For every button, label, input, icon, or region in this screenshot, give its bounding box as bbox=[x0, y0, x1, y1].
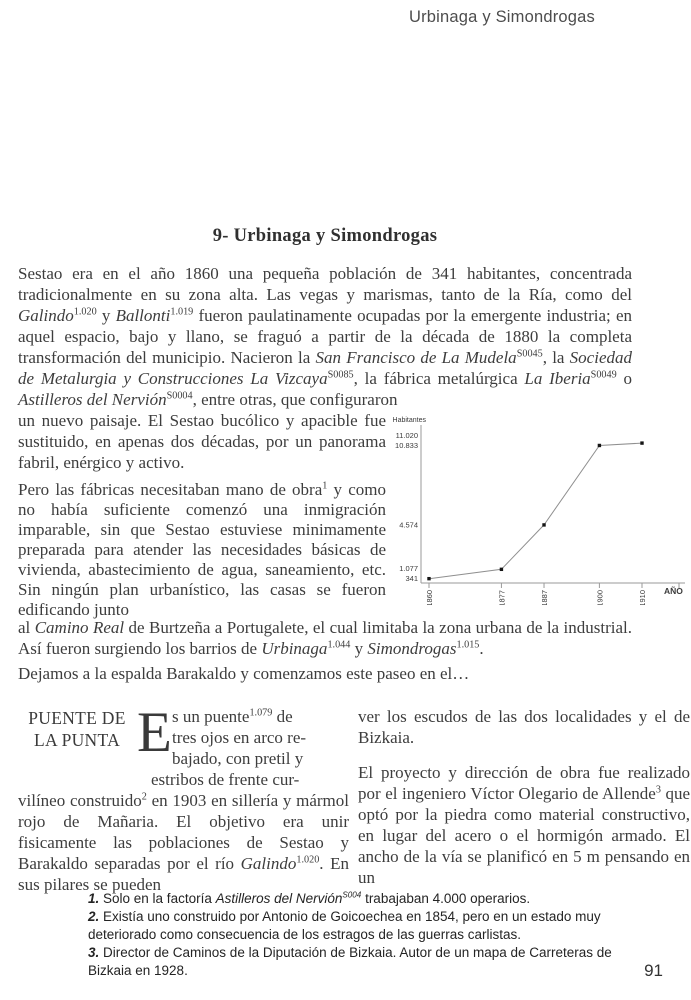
lead-sentence bbox=[18, 663, 632, 684]
population-line bbox=[429, 443, 642, 579]
text-segment: y bbox=[96, 306, 116, 325]
bridge-heading-line1: PUENTE DE bbox=[28, 708, 126, 728]
text-segment: 1.015 bbox=[456, 639, 480, 651]
footnote-2 bbox=[88, 908, 642, 944]
x-axis-title: AÑO bbox=[664, 586, 683, 596]
text-segment: El proyecto y dirección de obra fue realizado por el ingeniero Víctor Olegario de Allende bbox=[358, 763, 690, 803]
x-tick-label: 1910 bbox=[638, 590, 647, 605]
data-point bbox=[640, 441, 643, 444]
text-segment: Galindo bbox=[18, 306, 74, 325]
text-segment: vilíneo construido bbox=[18, 791, 142, 810]
paragraph-2-full bbox=[18, 617, 632, 659]
text-segment: de bbox=[272, 707, 293, 726]
text-segment: Existía uno construido por Antonio de Goicoechea en 1854, pero en un estado muy deteriorado como consecuencia de los estragos de las guerras carlistas. bbox=[88, 909, 601, 942]
text-segment: en 1903 en sillería y mármol rojo de Mañaria. El objetivo era unir fisicamente las poblaciones de Sestao y Barakaldo separadas por el río bbox=[18, 791, 350, 873]
text-segment: estribos de frente cur- bbox=[151, 770, 300, 789]
text-segment: Director de Caminos de la Diputación de Bizkaia. Autor de un mapa de Carreteras de Bizkaia en 1928. bbox=[88, 945, 612, 978]
text-segment: un nuevo paisaje. El Sestao bucólico y apacible fue sustituido, en apenas dos décadas, por un panorama fabril, enérgico y activo. bbox=[18, 411, 386, 472]
x-tick-label: 1860 bbox=[425, 590, 434, 605]
text-segment: s un puente bbox=[172, 707, 250, 726]
text-segment: S0049 bbox=[590, 369, 617, 381]
text-segment: o bbox=[616, 369, 632, 388]
paragraph-1-narrow bbox=[18, 410, 386, 473]
y-axis-title: Habitantes bbox=[392, 417, 426, 424]
text-segment: 1.020 bbox=[73, 306, 97, 318]
text-segment: ver los escudos de las dos localidades y el de Bizkaia. bbox=[358, 707, 690, 747]
text-segment: S0004 bbox=[166, 390, 193, 402]
text-segment: Simondrogas bbox=[367, 639, 457, 658]
text-segment: Astilleros del Nervión bbox=[215, 891, 343, 906]
y-tick-label: 4.574 bbox=[399, 520, 418, 530]
text-segment: 1. bbox=[88, 891, 100, 906]
text-segment: Dejamos a la espalda Barakaldo y comenzamos este paseo en el… bbox=[18, 664, 470, 683]
text-segment: 1.079 bbox=[249, 707, 273, 719]
text-segment: al bbox=[18, 618, 35, 637]
population-chart-svg bbox=[388, 413, 691, 605]
left-column-indent-line bbox=[151, 769, 361, 790]
footnote-3 bbox=[88, 944, 642, 980]
text-segment: 3 bbox=[655, 784, 661, 796]
text-segment: 2. bbox=[88, 909, 100, 924]
text-segment: de Burtzeña a Portugalete, el cual limitaba la zona urbana de la industrial. Así fueron surgiendo los barrios de bbox=[18, 618, 632, 658]
data-point bbox=[427, 577, 430, 580]
text-segment: , entre otras, que configuraron bbox=[192, 390, 398, 409]
text-segment: Camino Real bbox=[34, 618, 125, 637]
text-segment: Sestao era en el año 1860 una pequeña población de 341 habitantes, concentrada tradicionalmente en su zona alta. Las vegas y marismas, tanto de la Ría, como del bbox=[18, 264, 632, 304]
running-header: Urbinaga y Simondrogas bbox=[409, 8, 595, 26]
text-segment: S0085 bbox=[327, 369, 354, 381]
footnote-1 bbox=[88, 890, 642, 908]
text-segment: bajado, con pretil y bbox=[172, 749, 304, 768]
text-segment: Sociedad de Metalurgia y Construcciones La Vizcaya bbox=[18, 348, 632, 388]
text-segment: , la fábrica metalúrgica bbox=[353, 369, 525, 388]
text-segment: . En sus pilares se pueden bbox=[18, 854, 350, 894]
text-segment: Astilleros del Nervión bbox=[18, 390, 167, 409]
text-segment: y como no había suficiente comenzó una inmigración imparable, sin que Sestao estuviese minimamente preparada para atender las necesidades básicas de vivienda, abastecimiento de agua, saneamiento, etc. Sin ningún plan urbanístico, las casas se fueron edificando junto bbox=[18, 480, 386, 619]
y-tick-label: 1.077 bbox=[399, 564, 418, 574]
paragraph-1-full bbox=[18, 263, 632, 410]
text-segment: tres ojos en arco re- bbox=[172, 728, 307, 747]
y-tick-label: 341 bbox=[405, 574, 418, 584]
bridge-heading bbox=[16, 707, 138, 751]
bridge-heading-line2: LA PUNTA bbox=[33, 730, 121, 750]
y-tick-label: 11.020 bbox=[395, 430, 418, 440]
text-segment: Solo en la factoría bbox=[99, 891, 216, 906]
x-tick-label: 1900 bbox=[595, 590, 605, 605]
x-tick-label: 1887 bbox=[540, 590, 550, 605]
text-segment: 1.020 bbox=[296, 854, 320, 866]
text-segment: 1.044 bbox=[327, 639, 351, 651]
text-segment: S0045 bbox=[516, 348, 543, 360]
text-segment: 1 bbox=[322, 480, 328, 492]
left-column-body bbox=[18, 790, 349, 895]
text-segment: que optó por la piedra como material constructivo, en lugar del acero o el hormigón armado. El ancho de la vía se planificó en 5 m pensando en un bbox=[358, 784, 690, 887]
section-title: 9- Urbinaga y Simondrogas bbox=[212, 226, 438, 246]
right-column-para-1 bbox=[358, 706, 690, 748]
population-chart bbox=[388, 413, 691, 605]
left-column-dropcap-lines bbox=[172, 706, 348, 769]
text-segment: Pero las fábricas necesitaban mano de obra bbox=[18, 480, 323, 499]
paragraph-2-narrow bbox=[18, 480, 386, 620]
text-segment: trabajaban 4.000 operarios. bbox=[361, 891, 531, 906]
text-segment: y bbox=[350, 639, 368, 658]
text-segment: La Iberia bbox=[524, 369, 591, 388]
dropcap-letter: E bbox=[137, 701, 172, 764]
text-segment: . bbox=[479, 639, 484, 658]
footnotes-block bbox=[88, 890, 642, 980]
text-segment: Galindo bbox=[240, 854, 297, 873]
text-segment: Urbinaga bbox=[261, 639, 328, 658]
text-segment: 3. bbox=[88, 945, 100, 960]
text-segment: , la bbox=[542, 348, 570, 367]
text-segment: 2 bbox=[141, 791, 147, 803]
data-point bbox=[500, 568, 503, 571]
y-tick-label: 10.833 bbox=[395, 440, 418, 450]
data-point bbox=[542, 523, 545, 526]
text-segment: 1.019 bbox=[170, 306, 194, 318]
page-number: 91 bbox=[644, 961, 663, 980]
x-tick-label: 1877 bbox=[497, 590, 507, 605]
data-point bbox=[598, 444, 601, 447]
text-segment: Ballonti bbox=[115, 306, 171, 325]
text-segment: S004 bbox=[342, 890, 362, 900]
text-segment: San Francisco de La Mudela bbox=[315, 348, 517, 367]
text-segment: fueron paulatinamente ocupadas por la emergente industria; en aquel espacio, bajo y llano, se fraguó a partir de la década de 1880 la completa transformación del municipio. Nacieron la bbox=[18, 306, 632, 367]
right-column-para-2 bbox=[358, 762, 690, 888]
